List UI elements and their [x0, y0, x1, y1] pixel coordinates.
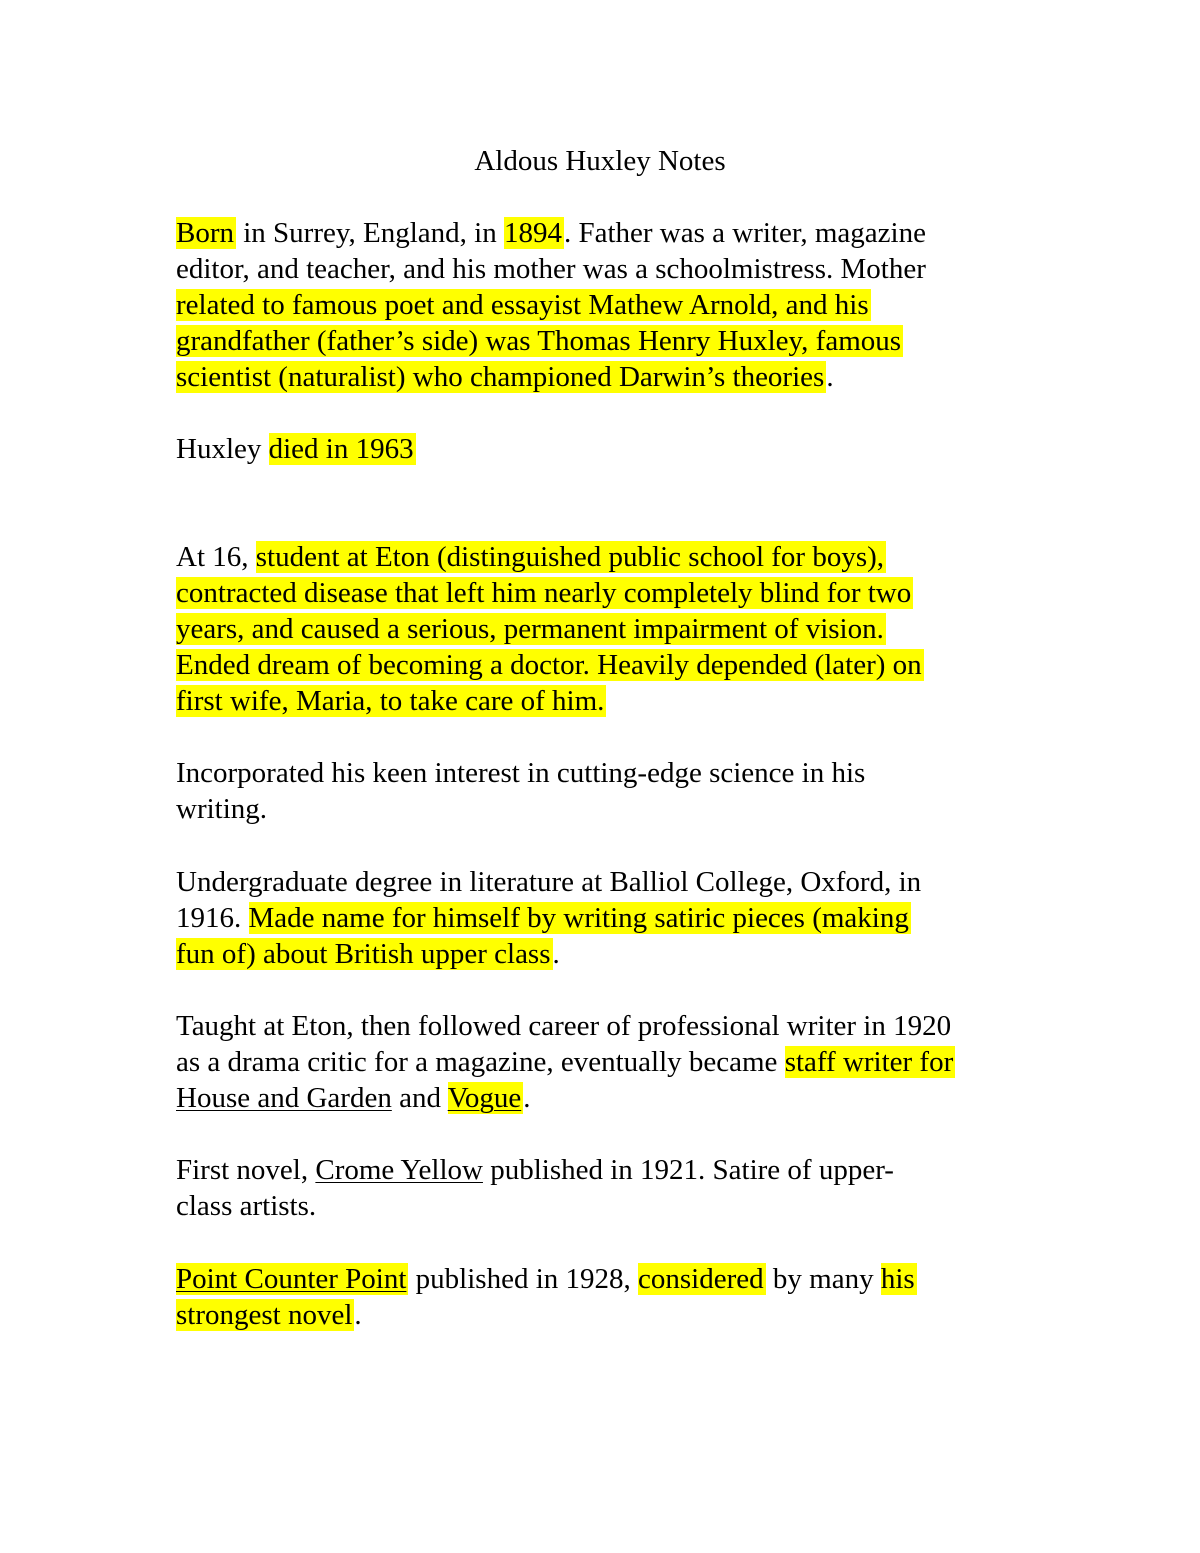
text-segment: Crome Yellow	[315, 1154, 483, 1186]
text-segment: scientist (naturalist) who championed Darwin’s theories	[176, 361, 825, 393]
paragraph-oxford-degree	[176, 864, 1046, 972]
text-segment: Ended dream of becoming a doctor. Heavily depended (later) on	[176, 649, 922, 681]
paragraph-death	[176, 431, 1046, 467]
text-segment: Vogue	[447, 1082, 522, 1114]
text-segment: editor, and teacher, and his mother was a schoolmistress. Mother	[176, 253, 926, 285]
text-segment: grandfather (father’s side) was Thomas Henry Huxley, famous	[176, 325, 902, 357]
paragraph-career	[176, 1008, 1046, 1116]
text-segment: related to famous poet and essayist Mathew Arnold, and his	[176, 289, 869, 321]
text-segment: first wife, Maria, to take care of him.	[176, 685, 605, 717]
text-segment: 1916.	[176, 902, 249, 934]
text-segment: Undergraduate degree in literature at Balliol College, Oxford, in	[176, 866, 922, 898]
text-segment: in Surrey, England, in	[236, 217, 504, 249]
text-segment: writing.	[176, 793, 268, 825]
text-segment: contracted disease that left him nearly completely blind for two	[176, 577, 912, 609]
text-segment: .	[826, 361, 834, 393]
page-title: Aldous Huxley Notes	[474, 145, 726, 177]
text-segment: Made name for himself by writing satiric pieces (making	[248, 902, 909, 934]
paragraph-eton-blindness	[176, 539, 1046, 719]
text-segment: published in 1928,	[408, 1263, 639, 1295]
text-segment: House and Garden	[176, 1082, 392, 1114]
paragraph-science-interest	[176, 755, 1046, 827]
text-segment: as a drama critic for a magazine, eventually became	[176, 1046, 785, 1078]
text-segment: First novel,	[176, 1154, 316, 1186]
text-segment: staff writer for	[784, 1046, 954, 1078]
text-segment: .	[354, 1299, 362, 1331]
text-segment: At 16,	[176, 541, 256, 573]
text-segment: Point Counter Point	[176, 1263, 407, 1295]
text-segment: years, and caused a serious, permanent impairment of vision.	[176, 613, 884, 645]
text-segment: his	[880, 1263, 915, 1295]
text-segment: .	[552, 938, 560, 970]
paragraph-first-novel	[176, 1152, 1046, 1224]
text-segment: Huxley	[176, 433, 269, 465]
text-segment: Born	[176, 217, 234, 249]
text-segment: died in 1963	[268, 433, 414, 465]
text-segment: 1894	[503, 217, 562, 249]
text-segment: .	[523, 1082, 531, 1114]
text-segment: Incorporated his keen interest in cutting-edge science in his	[176, 757, 866, 789]
text-segment: . Father was a writer, magazine	[563, 217, 926, 249]
paragraph-birth	[176, 215, 1046, 395]
text-segment: and	[391, 1082, 448, 1114]
text-segment: by many	[765, 1263, 881, 1295]
text-segment: fun of) about British upper class	[176, 938, 551, 970]
text-segment: strongest novel	[176, 1299, 353, 1331]
text-segment: class artists.	[176, 1190, 317, 1222]
text-segment: published in 1921. Satire of upper-	[482, 1154, 894, 1186]
paragraph-point-counter-point	[176, 1261, 1046, 1333]
text-segment: considered	[638, 1263, 764, 1295]
text-segment: student at Eton (distinguished public school for boys),	[255, 541, 885, 573]
text-segment: Taught at Eton, then followed career of professional writer in 1920	[176, 1010, 952, 1042]
